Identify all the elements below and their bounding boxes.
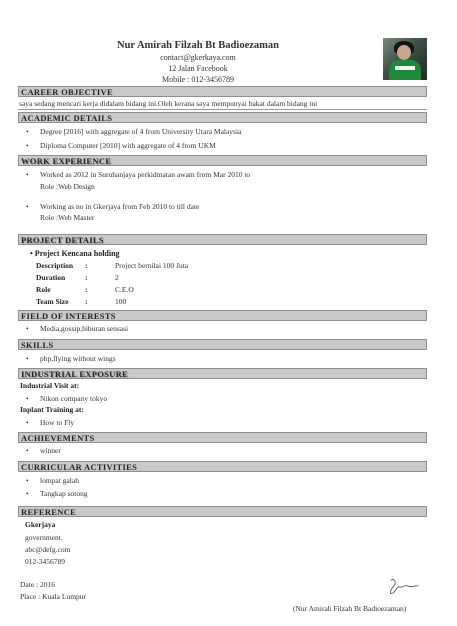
curricular-item: • Tangkap sotong bbox=[40, 489, 88, 498]
career-objective-text: saya sedang mencari kerja didalam bidang ini.Oleh kerana saya mempunyai bakat dalam bidang ini bbox=[19, 99, 318, 108]
curricular-item: • lompat galah bbox=[40, 476, 79, 485]
reference-line: abc@defg.com bbox=[25, 545, 71, 554]
section-skills: SKILLS bbox=[18, 339, 427, 350]
applicant-name: Nur Amirah Filzah Bt Badioezaman bbox=[117, 40, 279, 51]
inplant-training-item: • How to Fly bbox=[40, 418, 74, 427]
project-sep: : bbox=[85, 273, 88, 282]
section-work-experience: WORK EXPERIENCE bbox=[18, 155, 427, 166]
project-value: 2 bbox=[115, 273, 119, 282]
project-value: 100 bbox=[115, 297, 127, 306]
work-role: Role :Web Design bbox=[40, 182, 95, 191]
resume-header bbox=[18, 40, 378, 84]
signature-mark bbox=[385, 577, 421, 597]
project-sep: : bbox=[85, 261, 88, 270]
work-item: • Worked as 2012 in Suruhanjaya perkidmatan awam from Mar 2010 to bbox=[40, 170, 250, 179]
profile-photo bbox=[383, 38, 427, 80]
reference-line: 012-3456789 bbox=[25, 557, 65, 566]
achievement-item: • winner bbox=[40, 446, 61, 455]
project-label: Role bbox=[36, 285, 51, 294]
project-label: Team Size bbox=[36, 297, 69, 306]
project-label: Duration bbox=[36, 273, 66, 282]
industrial-visit-item: • Nikon company tokyo bbox=[40, 394, 107, 403]
project-value: Project bernilai 100 Juta bbox=[115, 261, 189, 270]
project-label: Description bbox=[36, 261, 74, 270]
section-achievements: ACHIEVEMENTS bbox=[18, 432, 427, 443]
section-curricular-activities: CURRICULAR ACTIVITIES bbox=[18, 461, 427, 472]
contact-email: contact@gkerkaya.com bbox=[160, 53, 236, 62]
section-project-details: PROJECT DETAILS bbox=[18, 234, 427, 245]
section-industrial-exposure: INDUSTRIAL EXPOSURE bbox=[18, 368, 427, 379]
footer-date: Date : 2016 bbox=[20, 580, 55, 589]
work-role: Role :Web Master bbox=[40, 213, 95, 222]
academic-item: • Diploma Computer [2010] with aggregate of 4 from UKM bbox=[40, 141, 216, 150]
inplant-training-label: Inplant Training at: bbox=[20, 405, 84, 414]
contact-address: 12 Jalan Facebook bbox=[168, 64, 228, 73]
section-field-of-interests: FIELD OF INTERESTS bbox=[18, 310, 427, 321]
section-reference: REFERENCE bbox=[18, 506, 427, 517]
reference-name: Gkerjaya bbox=[25, 520, 56, 529]
skill-item: • php,flying without wings bbox=[40, 354, 116, 363]
industrial-visit-label: Industrial Visit at: bbox=[20, 381, 80, 390]
reference-line: government. bbox=[25, 533, 63, 542]
academic-item: • Degree [2016] with aggregate of 4 from University Utara Malaysia bbox=[40, 127, 241, 136]
divider bbox=[18, 109, 427, 110]
project-sep: : bbox=[85, 285, 88, 294]
work-item: • Working as no in Gkerjaya from Feb 2010 to till date bbox=[40, 202, 199, 211]
contact-mobile: Mobile : 012-3456789 bbox=[162, 75, 234, 84]
interest-item: • Media,gossip,hiburan sensasi bbox=[40, 324, 128, 333]
signature-name: (Nur Amirah Filzah Bt Badioezaman) bbox=[293, 604, 407, 613]
footer-place: Place : Kuala Lumpur bbox=[20, 592, 87, 601]
project-sep: : bbox=[85, 297, 88, 306]
section-academic-details: ACADEMIC DETAILS bbox=[18, 112, 427, 123]
section-career-objective: CAREER OBJECTIVE bbox=[18, 86, 427, 97]
project-name: • Project Kencana holding bbox=[30, 249, 120, 258]
project-value: C.E.O bbox=[115, 285, 134, 294]
